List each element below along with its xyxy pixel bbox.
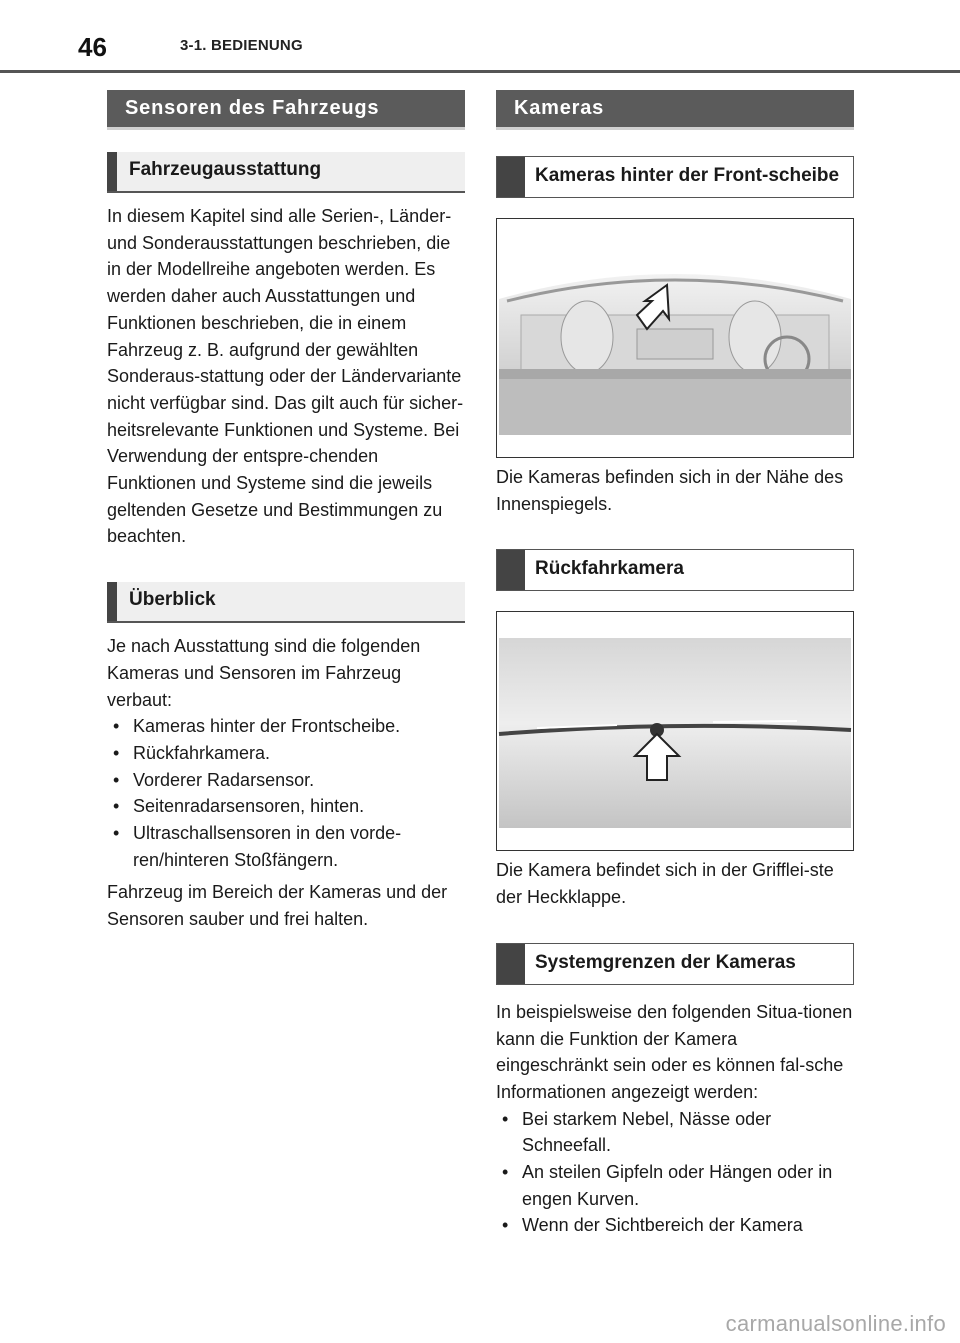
subheading-ueberblick — [107, 582, 465, 623]
paragraph-system-limits: In beispielsweise den folgenden Situa-tionen kann die Funktion der Kamera eingeschränkt sein oder es können fal-sche Informationen angezeigt werden: — [496, 1001, 853, 1102]
figure-caption-front: Die Kameras befinden sich in der Nähe des Innenspiegels. — [496, 467, 844, 514]
boxheading-text: Systemgrenzen der Kameras — [535, 951, 796, 973]
right-column — [496, 90, 854, 1239]
subheading-bar — [107, 152, 117, 191]
subheading-bar — [107, 582, 117, 621]
figure-rear-camera — [496, 611, 854, 851]
paragraph-ueberblick-intro: Je nach Ausstattung sind die folgenden Kameras und Sensoren im Fahrzeug verbaut: — [107, 636, 421, 710]
list-item: • Vorderer Radarsensor. — [107, 767, 465, 794]
section-title-kameras: Kameras — [496, 90, 854, 130]
boxheading-system-limits — [496, 943, 854, 985]
list-item: • Bei starkem Nebel, Nässe oder Schneefall. — [496, 1106, 854, 1159]
paragraph-ueberblick-outro: Fahrzeug im Bereich der Kameras und der Sensoren sauber und frei halten. — [107, 882, 448, 930]
boxheading-rear-camera — [496, 549, 854, 591]
header-rule — [0, 70, 960, 73]
subheading-text: Überblick — [129, 589, 216, 611]
sensor-list — [107, 713, 465, 873]
boxheading-text: Rückfahrkamera — [535, 558, 684, 580]
running-header: 3-1. BEDIENUNG — [180, 37, 303, 54]
paragraph-fahrzeugausstattung: In diesem Kapitel sind alle Serien-, Länder- und Sonderausstattungen beschrieben, die in der Modellreihe angeboten werden. Es werden daher auch Ausstattungen und Funktionen beschrieben, die in einem Fahrzeug z. B. aufgrund der gewählten Sonderaus-stattung oder der Ländervariante nicht verfügbar sind. Das gilt auch für sicher-heitsrelevante Funktionen und Systeme. Bei Verwendung der entspre-chenden Funktionen und Systeme sind die jeweils geltenden Gesetze und Bestimmungen zu beachten. — [107, 206, 464, 547]
boxheading-bar — [497, 157, 525, 197]
list-item: • An steilen Gipfeln oder Hängen oder in engen Kurven. — [496, 1159, 854, 1212]
page-number: 46 — [78, 32, 107, 62]
boxheading-text: Kameras hinter der Front-scheibe — [535, 165, 840, 186]
list-item: • Seitenradarsensoren, hinten. — [107, 793, 465, 820]
figure-front-camera — [496, 218, 854, 458]
subheading-text: Fahrzeugausstattung — [129, 159, 322, 180]
left-column — [107, 90, 465, 933]
boxheading-bar — [497, 550, 525, 590]
list-item: • Ultraschallsensoren in den vorde-ren/hinteren Stoßfängern. — [107, 820, 465, 873]
list-item: • Kameras hinter der Frontscheibe. — [107, 713, 465, 740]
figure-caption-rear: Die Kamera befindet sich in der Grifflei-ste der Heckklappe. — [496, 860, 834, 908]
watermark: carmanualsonline.info — [725, 1311, 946, 1336]
boxheading-front-cameras — [496, 156, 854, 198]
list-item: • Rückfahrkamera. — [107, 740, 465, 767]
tailgate-illustration — [497, 612, 853, 850]
limits-list — [496, 1106, 854, 1240]
section-title-sensoren: Sensoren des Fahrzeugs — [107, 90, 465, 130]
car-interior-illustration — [497, 219, 853, 457]
boxheading-bar — [497, 944, 525, 984]
list-item: • Wenn der Sichtbereich der Kamera — [496, 1212, 854, 1239]
subheading-fahrzeugausstattung — [107, 152, 465, 193]
